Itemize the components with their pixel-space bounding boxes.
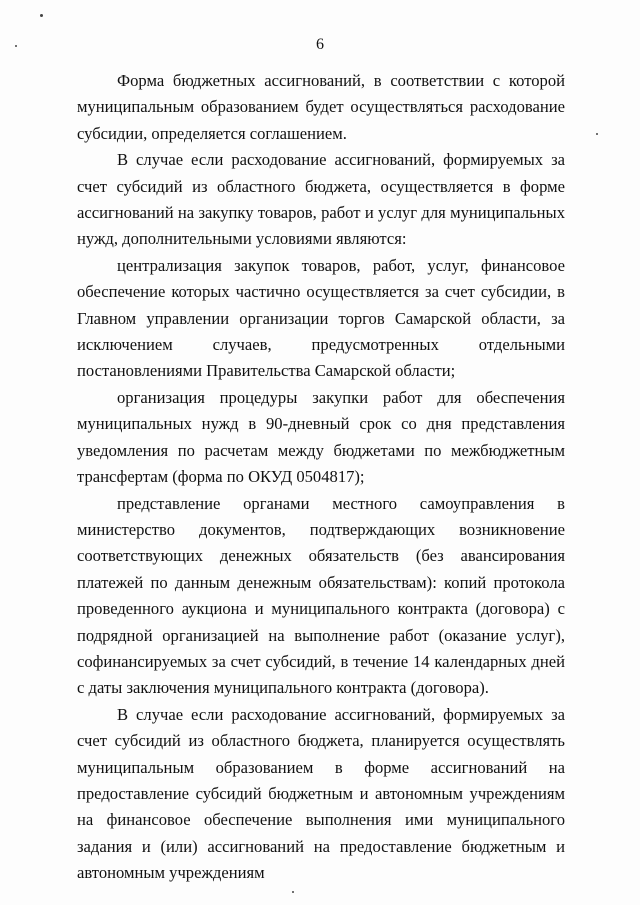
scan-speck bbox=[292, 891, 294, 893]
page-number: 6 bbox=[316, 36, 324, 53]
paragraph-procedure-organization: организация процедуры закупки работ для обеспечения муниципальных нужд в 90-дневный срок со дня представления уведомления по расчетам между бюджетами по межбюджетным трансфертам (форма по ОКУД 0504817); bbox=[77, 387, 565, 487]
scan-speck bbox=[596, 133, 598, 135]
paragraph-appropriation-form: Форма бюджетных ассигнований, в соответствии с которой муниципальным образованием будет осуществляться расходование субсидии, определяется соглашением. bbox=[77, 71, 565, 143]
paragraph-documents-submission: представление органами местного самоуправления в министерство документов, подтверждающих возникновение соответствующих денежных обязательств (без авансирования платежей по данным денежным обязательствам): копий протокола проведенного аукциона и муниципального контракта (договора) с подрядной организацией на выполнение работ (оказание услуг), софинансируемых за счет субсидий, в течение 14 календарных дней с даты заключения муниципального контракта (договора). bbox=[77, 493, 565, 698]
paragraph-procurement-conditions: В случае если расходование ассигнований, формируемых за счет субсидий из областного бюджета, осуществляется в форме ассигнований на закупку товаров, работ и услуг для муниципальных нужд, дополнительными условиями являются: bbox=[77, 150, 565, 249]
paragraph-centralization: централизация закупок товаров, работ, услуг, финансовое обеспечение которых частично осуществляется за счет субсидии, в Главном управлении организации торгов Самарской области, за исключением случаев, предусмотренных отдельными постановлениями Правительства Самарской области; bbox=[77, 255, 565, 381]
document-body bbox=[77, 68, 565, 887]
scan-speck bbox=[40, 14, 43, 17]
paragraph-institution-subsidies: В случае если расходование ассигнований, формируемых за счет субсидий из областного бюджета, планируется осуществлять муниципальным образованием в форме ассигнований на предоставление субсидий бюджетным и автономным учреждениям на финансовое обеспечение выполнения ими муниципального задания и (или) ассигнований на предоставление бюджетным и автономным учреждениям bbox=[77, 704, 565, 883]
